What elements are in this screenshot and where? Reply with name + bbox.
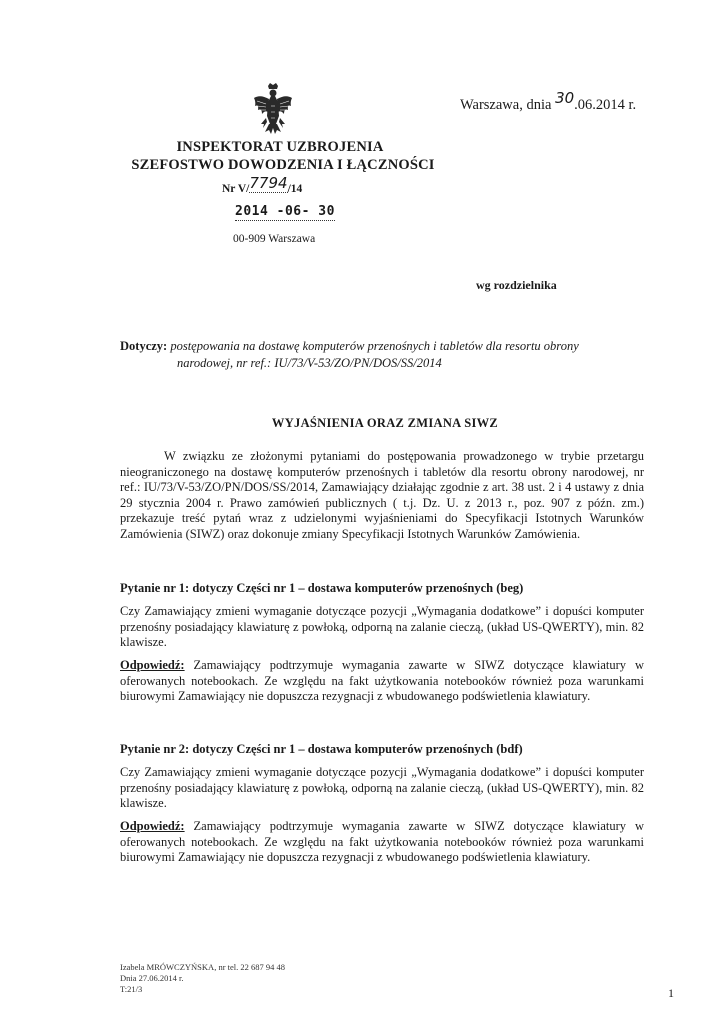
answer-2-text: Zamawiający podtrzymuje wymagania zawarte w SIWZ dotyczące klawiatury w oferowanych notebookach. Ze względu na fakt użytkowania notebooków również poza warunkami biurowymi Zamawiający nie dopuszcza rezygnacji z wbudowanego podświetlenia klawiatury. <box>120 819 644 865</box>
institution-line1: INSPEKTORAT UZBROJENIA <box>176 139 384 155</box>
answer-1 <box>120 658 644 705</box>
footer-date: Dnia 27.06.2014 r. <box>120 973 184 983</box>
footer <box>120 962 285 995</box>
city-postal: 00-909 Warszawa <box>233 233 316 245</box>
place-date-suffix: .06.2014 r. <box>574 97 637 113</box>
answer-1-text: Zamawiający podtrzymuje wymagania zawarte w SIWZ dotyczące klawiatury w oferowanych notebookach. Ze względu na fakt użytkowania notebooków również poza warunkami biurowymi Zamawiający nie dopuszcza rezygnacji z wbudowanego podświetlenia klawiatury. <box>120 658 644 704</box>
subject-block <box>120 338 650 371</box>
handwritten-number: 7794 <box>249 174 288 192</box>
handwritten-day: 30 <box>555 89 575 107</box>
stamp-date: 2014 -06- 30 <box>235 204 335 219</box>
document-title: WYJAŚNIENIA ORAZ ZMIANA SIWZ <box>271 416 499 430</box>
answer-2 <box>120 819 644 866</box>
question-1-heading: Pytanie nr 1: dotyczy Części nr 1 – dostawa komputerów przenośnych (beg) <box>120 581 524 595</box>
subject-text-line2: narodowej, nr ref.: IU/73/V-53/ZO/PN/DOS/SS/2014 <box>177 355 442 370</box>
intro-paragraph: W związku ze złożonymi pytaniami do postępowania prowadzonego w trybie przetargu nieograniczonego na dostawę komputerów przenośnych i tabletów dla resortu obrony narodowej, nr ref.: IU/73/V-53/ZO/PN/DOS/SS/2014, Zamawiający działając zgodnie z art. 38 ust. 2 i 4 ustawy z dnia 29 stycznia 2004 r. Prawo zamówień publicznych ( t.j. Dz. U. z 2013 r., poz. 907 z późn. zm.) przekazuje treść pytań wraz z udzielonymi wyjaśnieniami do Specyfikacji Istotnych Warunków Zamówienia (SIWZ) oraz dokonuje zmiany Specyfikacji Istotnych Warunków Zamówienia. <box>120 449 644 541</box>
answer-2-label: Odpowiedź: <box>120 819 185 833</box>
nr-prefix: Nr V/ <box>222 183 250 195</box>
reference-number <box>222 174 303 196</box>
question-1-text: Czy Zamawiający zmieni wymaganie dotyczące pozycji „Wymagania dodatkowe” i dopuści komputer przenośny posiadający klawiaturę z powłoką, odporną na zalanie cieczą, (układ US-QWERTY), min. 82 klawisze. <box>120 604 644 650</box>
question-2-text: Czy Zamawiający zmieni wymaganie dotyczące pozycji „Wymagania dodatkowe” i dopuści komputer przenośny posiadający klawiaturę z powłoką, odporną na zalanie cieczą, (układ US-QWERTY), min. 82 klawisze. <box>120 765 644 811</box>
answer-1-label: Odpowiedź: <box>120 658 185 672</box>
institution-line2: SZEFOSTWO DOWODZENIA I ŁĄCZNOŚCI <box>131 157 435 173</box>
question-2-heading: Pytanie nr 2: dotyczy Części nr 1 – dostawa komputerów przenośnych (bdf) <box>120 742 523 756</box>
place-date-prefix: Warszawa, dnia <box>460 97 556 113</box>
footer-code: T:21/3 <box>120 984 143 994</box>
subject-text-line1: postępowania na dostawę komputerów przenośnych i tabletów dla resortu obrony <box>170 339 579 353</box>
page-number: 1 <box>668 986 674 1000</box>
polish-eagle-emblem-icon <box>252 82 294 136</box>
subject-line1 <box>120 338 650 355</box>
recipient: wg rozdzielnika <box>476 278 557 292</box>
nr-suffix: /14 <box>287 183 303 195</box>
place-date <box>460 89 637 114</box>
subject-label: Dotyczy: <box>120 339 168 353</box>
footer-author: Izabela MRÓWCZYŃSKA, nr tel. 22 687 94 48 <box>120 962 286 972</box>
